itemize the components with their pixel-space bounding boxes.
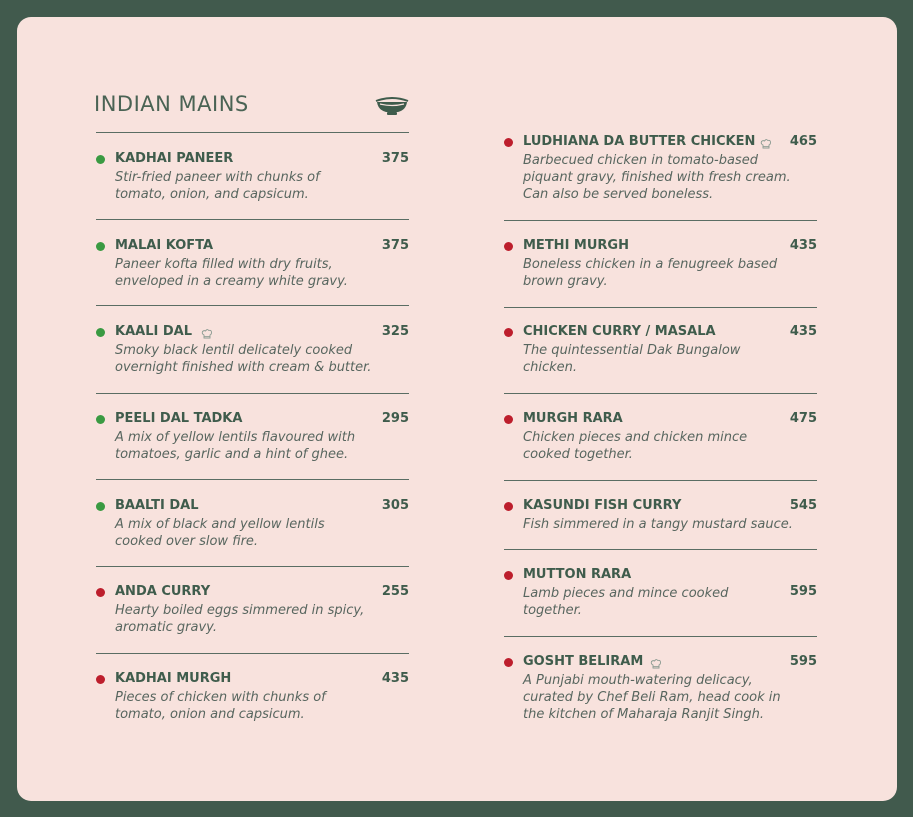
item-price: 435 [789, 324, 817, 339]
item-name: BAALTI DAL [115, 498, 199, 513]
nonveg-dot-icon [96, 588, 105, 597]
item-price: 305 [381, 498, 409, 513]
description-line: chicken. [523, 360, 578, 375]
item-description [115, 169, 320, 203]
nonveg-dot-icon [96, 675, 105, 684]
description-line: brown gravy. [523, 274, 608, 289]
section-title: INDIAN MAINS [94, 92, 249, 116]
nonveg-dot-icon [504, 242, 513, 251]
item-price: 595 [789, 584, 817, 599]
description-line: curated by Chef Beli Ram, head cook in [523, 690, 781, 705]
veg-dot-icon [96, 155, 105, 164]
item-name: ANDA CURRY [115, 584, 211, 599]
menu-item [504, 567, 817, 637]
item-description [523, 342, 740, 376]
menu-item [96, 671, 409, 741]
veg-dot-icon [96, 242, 105, 251]
description-line: Boneless chicken in a fenugreek based [523, 257, 778, 272]
bowl-icon [375, 93, 409, 117]
description-line: Lamb pieces and mince cooked [523, 586, 729, 601]
item-name: GOSHT BELIRAM [523, 654, 644, 669]
description-line: tomato, onion, and capsicum. [115, 187, 309, 202]
divider-line [96, 132, 409, 133]
item-description [115, 429, 355, 463]
item-price: 325 [381, 324, 409, 339]
nonveg-dot-icon [504, 328, 513, 337]
description-line: A mix of black and yellow lentils [115, 517, 325, 532]
item-price: 375 [381, 151, 409, 166]
item-name: KASUNDI FISH CURRY [523, 498, 682, 513]
item-description [115, 516, 325, 550]
item-name: KADHAI PANEER [115, 151, 234, 166]
item-description [523, 256, 777, 290]
description-line: Smoky black lentil delicately cooked [115, 343, 353, 358]
menu-item [96, 324, 409, 394]
item-description [115, 689, 326, 723]
item-description [523, 672, 781, 723]
menu-item [96, 238, 409, 308]
item-name: CHICKEN CURRY / MASALA [523, 324, 716, 339]
description-line: Chicken pieces and chicken mince [523, 430, 748, 445]
description-line: enveloped in a creamy white gravy. [115, 274, 348, 289]
description-line: Can also be served boneless. [523, 187, 714, 202]
description-line: The quintessential Dak Bungalow [523, 343, 741, 358]
description-line: piquant gravy, finished with fresh cream. [523, 170, 791, 185]
description-line: together. [523, 603, 582, 618]
item-description [523, 429, 747, 463]
item-price: 295 [381, 411, 409, 426]
menu-item [504, 654, 817, 724]
description-line: Fish simmered in a tangy mustard sauce. [523, 517, 793, 532]
menu-item [96, 151, 409, 221]
nonveg-dot-icon [504, 502, 513, 511]
item-description [115, 342, 371, 376]
description-line: the kitchen of Maharaja Ranjit Singh. [523, 707, 764, 722]
description-line: A mix of yellow lentils flavoured with [115, 430, 356, 445]
description-line: Paneer kofta filled with dry fruits, [115, 257, 333, 272]
item-name: MURGH RARA [523, 411, 623, 426]
item-name: MUTTON RARA [523, 567, 632, 582]
description-line: Stir-fried paneer with chunks of [115, 170, 320, 185]
item-description [523, 152, 791, 203]
description-line: A Punjabi mouth-watering delicacy, [523, 673, 753, 688]
item-description [523, 516, 793, 533]
nonveg-dot-icon [504, 415, 513, 424]
item-price: 595 [789, 654, 817, 669]
nonveg-dot-icon [504, 658, 513, 667]
veg-dot-icon [96, 415, 105, 424]
description-line: cooked over slow fire. [115, 534, 259, 549]
description-line: Barbecued chicken in tomato-based [523, 153, 758, 168]
veg-dot-icon [96, 502, 105, 511]
description-line: Pieces of chicken with chunks of [115, 690, 326, 705]
item-price: 435 [381, 671, 409, 686]
menu-item [96, 498, 409, 568]
item-price: 545 [789, 498, 817, 513]
item-price: 435 [789, 238, 817, 253]
description-line: cooked together. [523, 447, 633, 462]
nonveg-dot-icon [504, 571, 513, 580]
description-line: tomato, onion and capsicum. [115, 707, 305, 722]
menu-item [504, 498, 817, 568]
item-description [115, 602, 364, 636]
item-price: 475 [789, 411, 817, 426]
item-price: 375 [381, 238, 409, 253]
menu-item [96, 584, 409, 654]
menu-item [504, 324, 817, 394]
menu-card [17, 17, 897, 801]
item-description [523, 585, 728, 619]
item-name: LUDHIANA DA BUTTER CHICKEN [523, 134, 756, 149]
description-line: overnight finished with cream & butter. [115, 360, 372, 375]
item-name: MALAI KOFTA [115, 238, 214, 253]
description-line: tomatoes, garlic and a hint of ghee. [115, 447, 349, 462]
nonveg-dot-icon [504, 138, 513, 147]
menu-item [504, 411, 817, 481]
description-line: aromatic gravy. [115, 620, 217, 635]
item-name: PEELI DAL TADKA [115, 411, 243, 426]
item-name: KAALI DAL [115, 324, 192, 339]
item-name: KADHAI MURGH [115, 671, 232, 686]
description-line: Hearty boiled eggs simmered in spicy, [115, 603, 365, 618]
veg-dot-icon [96, 328, 105, 337]
item-name: METHI MURGH [523, 238, 629, 253]
divider-line [504, 220, 817, 221]
item-price: 255 [381, 584, 409, 599]
item-price: 465 [789, 134, 817, 149]
menu-item [504, 134, 817, 204]
item-description [115, 256, 348, 290]
menu-item [504, 238, 817, 308]
menu-item [96, 411, 409, 481]
